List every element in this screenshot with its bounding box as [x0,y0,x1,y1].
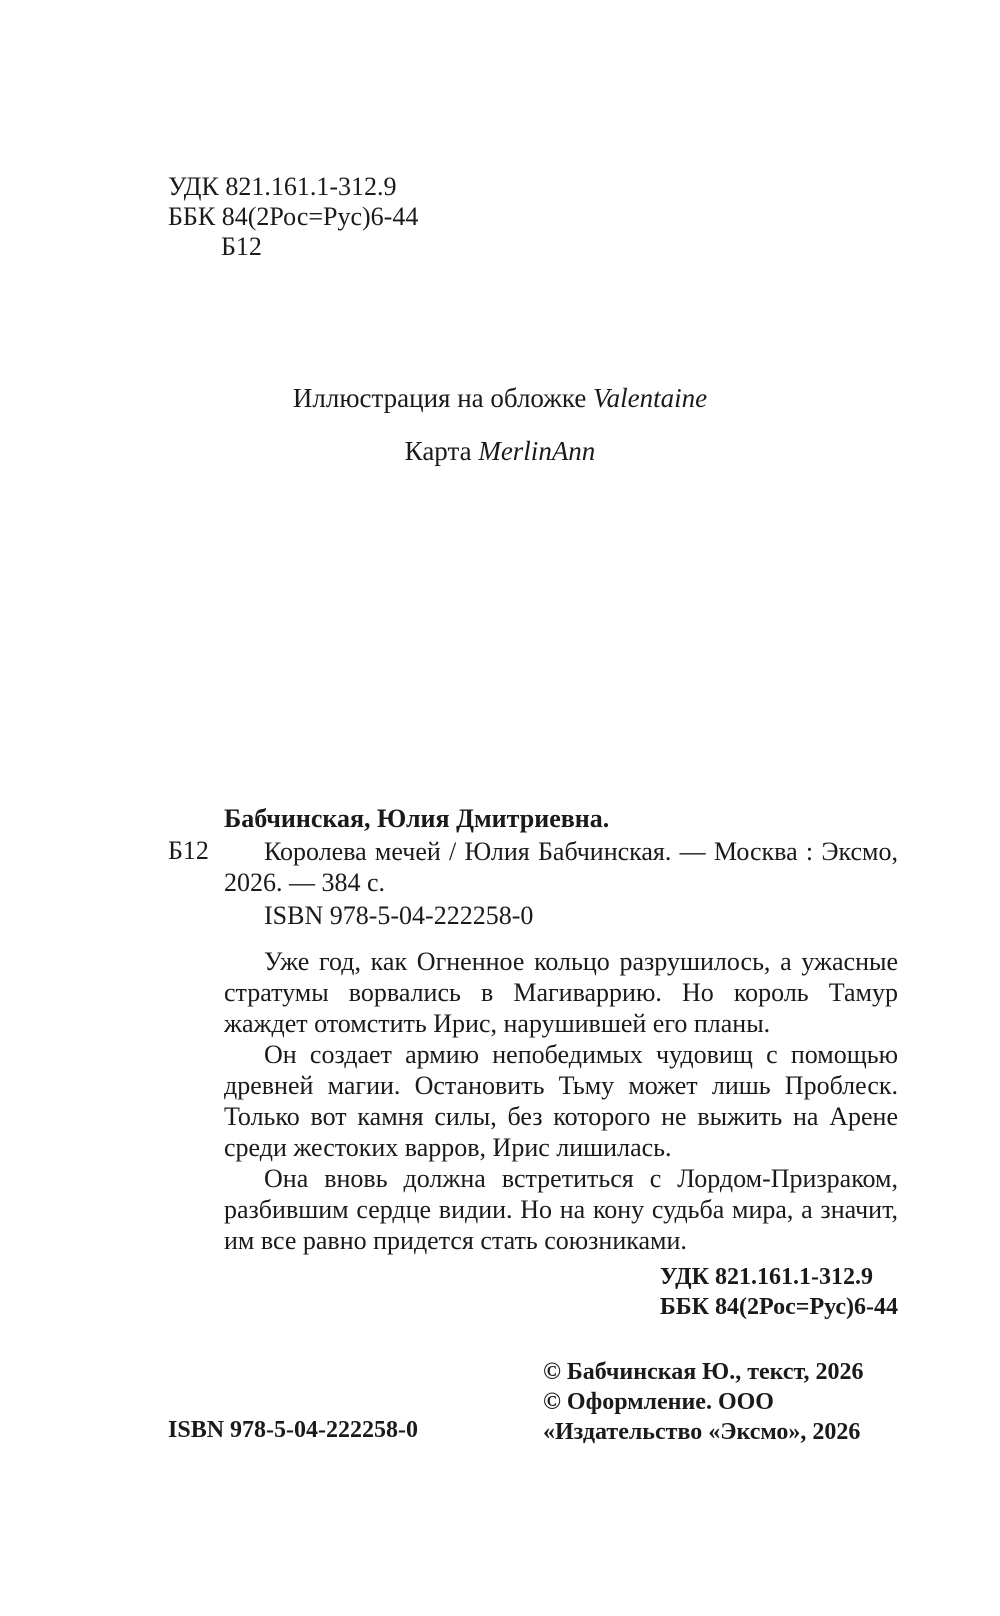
annotation-paragraph-2 [224,1039,898,1163]
catalog-index: Б12 [168,836,209,865]
annotation-text-2: Он создает армию непобедимых чудовищ с помощью древней магии. Остановить Тьму может лишь Проблеск. Только вот камня силы, без которого не выжить на Арене среди жестоких варров, Ирис лишилась. [224,1040,898,1162]
top-classification-codes [168,172,418,262]
annotation-text-1: Уже год, как Огненное кольцо разрушилось, а ужасные стратумы ворвались в Магиваррию. Но король Тамур жаждет отомстить Ирис, нарушившей его планы. [224,947,898,1038]
bibliographic-record [224,836,898,898]
map-credit [0,436,1000,467]
copyright-design-line: © Оформление. ООО [543,1389,774,1415]
illustrator-name: Valentaine [593,383,708,413]
map-author-name: MerlinAnn [478,436,596,466]
illustration-label: Иллюстрация на обложке [292,383,587,413]
copyright-text-line: © Бабчинская Ю., текст, 2026 [543,1359,864,1385]
annotation-paragraph-1 [224,946,898,1039]
udk-code: УДК 821.161.1-312.9 [168,172,397,201]
annotation-paragraph-3 [224,1163,898,1256]
author-heading: Бабчинская, Юлия Дмитриевна. [224,804,610,833]
bottom-classification-codes [660,1262,898,1322]
illustration-credit [0,383,1000,414]
map-label: Карта [404,436,472,466]
author-mark: Б12 [221,232,262,261]
catalog-isbn [224,900,898,931]
udk-code-bottom: УДК 821.161.1-312.9 [659,1264,874,1290]
bibliographic-text: Королева мечей / Юлия Бабчинская. — Москва : Эксмо, 2026. — 384 с. [224,837,898,897]
catalog-isbn-text: ISBN 978-5-04-222258-0 [264,901,534,930]
annotation-text-3: Она вновь должна встретиться с Лордом-Призраком, разбившим сердце видии. Но на кону судьба мира, а значит, им все равно придется стать союзниками. [224,1164,898,1255]
bbk-code-bottom: ББК 84(2Рос=Рус)6-44 [659,1294,898,1320]
bbk-code: ББК 84(2Рос=Рус)6-44 [168,202,419,231]
copyright-publisher-line: «Издательство «Эксмо», 2026 [543,1419,861,1445]
isbn-bottom: ISBN 978-5-04-222258-0 [168,1417,418,1443]
copyright-block [543,1357,864,1447]
